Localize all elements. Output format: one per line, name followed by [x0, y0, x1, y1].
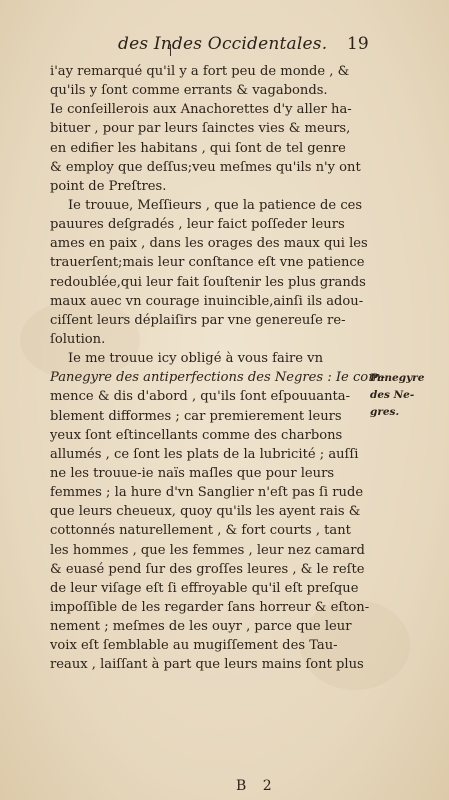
text-line: ciſſent leurs déplaiſirs par vne genereuſe re- — [50, 312, 346, 328]
text-line: Panegyre des antiperfections des Negres : Ie com- — [50, 370, 386, 386]
text-line: ames en paix , dans les orages des maux qui les — [50, 236, 368, 252]
text-line: pauures deſgradés , leur faict poſſeder leurs — [50, 217, 345, 233]
text-line: yeux ſont eſtincellants comme des charbons — [50, 427, 343, 443]
margin-note-line: des Ne- — [370, 389, 415, 401]
page-header — [0, 32, 449, 58]
text-line: bituer , pour par leurs ſainctes vies & meurs, — [50, 121, 351, 137]
text-line: blement difformes ; car premierement leurs — [50, 408, 342, 424]
text-line: impoſſible de les regarder ſans horreur & eſton- — [50, 599, 370, 615]
text-line: i'ay remarqué qu'il y a fort peu de monde , & — [50, 64, 350, 79]
running-title: des Indes Occidentales. — [118, 34, 328, 54]
text-line: cottonnés naturellement , & fort courts , tant — [50, 523, 351, 539]
body-text — [50, 62, 386, 675]
text-line: allumés , ce ſont les plats de la lubricité ; auſſi — [50, 446, 359, 462]
text-line: & employ que deſſus;veu meſmes qu'ils n'y ont — [50, 159, 361, 175]
text-line: Ie trouue, Meſſieurs , que la patience de ces — [68, 197, 363, 213]
text-line: qu'ils y ſont comme errants & vagabonds. — [50, 83, 328, 99]
text-line: Ie me trouue icy obligé à vous faire vn — [68, 351, 324, 367]
text-line: redoublée,qui leur fait ſouſtenir les plus grands — [50, 274, 366, 290]
text-line: les hommes , que les femmes , leur nez camard — [50, 542, 365, 558]
text-line: Ie conſeillerois aux Anachorettes d'y aller ha- — [50, 102, 352, 118]
text-line: trauerſent;mais leur conſtance eſt vne patience — [50, 255, 365, 271]
text-line: ſolution. — [50, 331, 106, 347]
page-number: 19 — [347, 34, 369, 54]
text-line: femmes ; la hure d'vn Sanglier n'eſt pas ſi rude — [50, 485, 364, 501]
margin-note-line: gres. — [370, 406, 400, 418]
text-line: de leur viſage eſt ſi effroyable qu'il eſt preſque — [50, 580, 359, 596]
text-line: nement ; meſmes de les ouyr , parce que leur — [50, 619, 352, 635]
text-line: & euasé pend ſur des groſſes leures , & le reſte — [50, 561, 365, 577]
text-line: reaux , laiſſant à part que leurs mains ſont plus — [50, 657, 364, 673]
text-line: mence & dis d'abord , qu'ils ſont eſpouuanta- — [50, 389, 351, 405]
text-line: maux auec vn courage inuincible,ainſi ils adou- — [50, 293, 364, 309]
text-line: en edifier les habitans , qui ſont de tel genre — [50, 140, 346, 156]
text-line: ne les trouue-ie naïs maſles que pour leurs — [50, 465, 335, 481]
signature-mark: B 2 — [236, 778, 278, 794]
margin-note-line: Panegyre — [370, 372, 425, 384]
text-line: que leurs cheueux, quoy qu'ils les ayent rais & — [50, 504, 361, 520]
text-line: voix eſt ſemblable au mugiſſement des Tau- — [50, 638, 338, 654]
text-line: point de Preſtres. — [50, 178, 167, 194]
margin-note — [370, 370, 446, 421]
